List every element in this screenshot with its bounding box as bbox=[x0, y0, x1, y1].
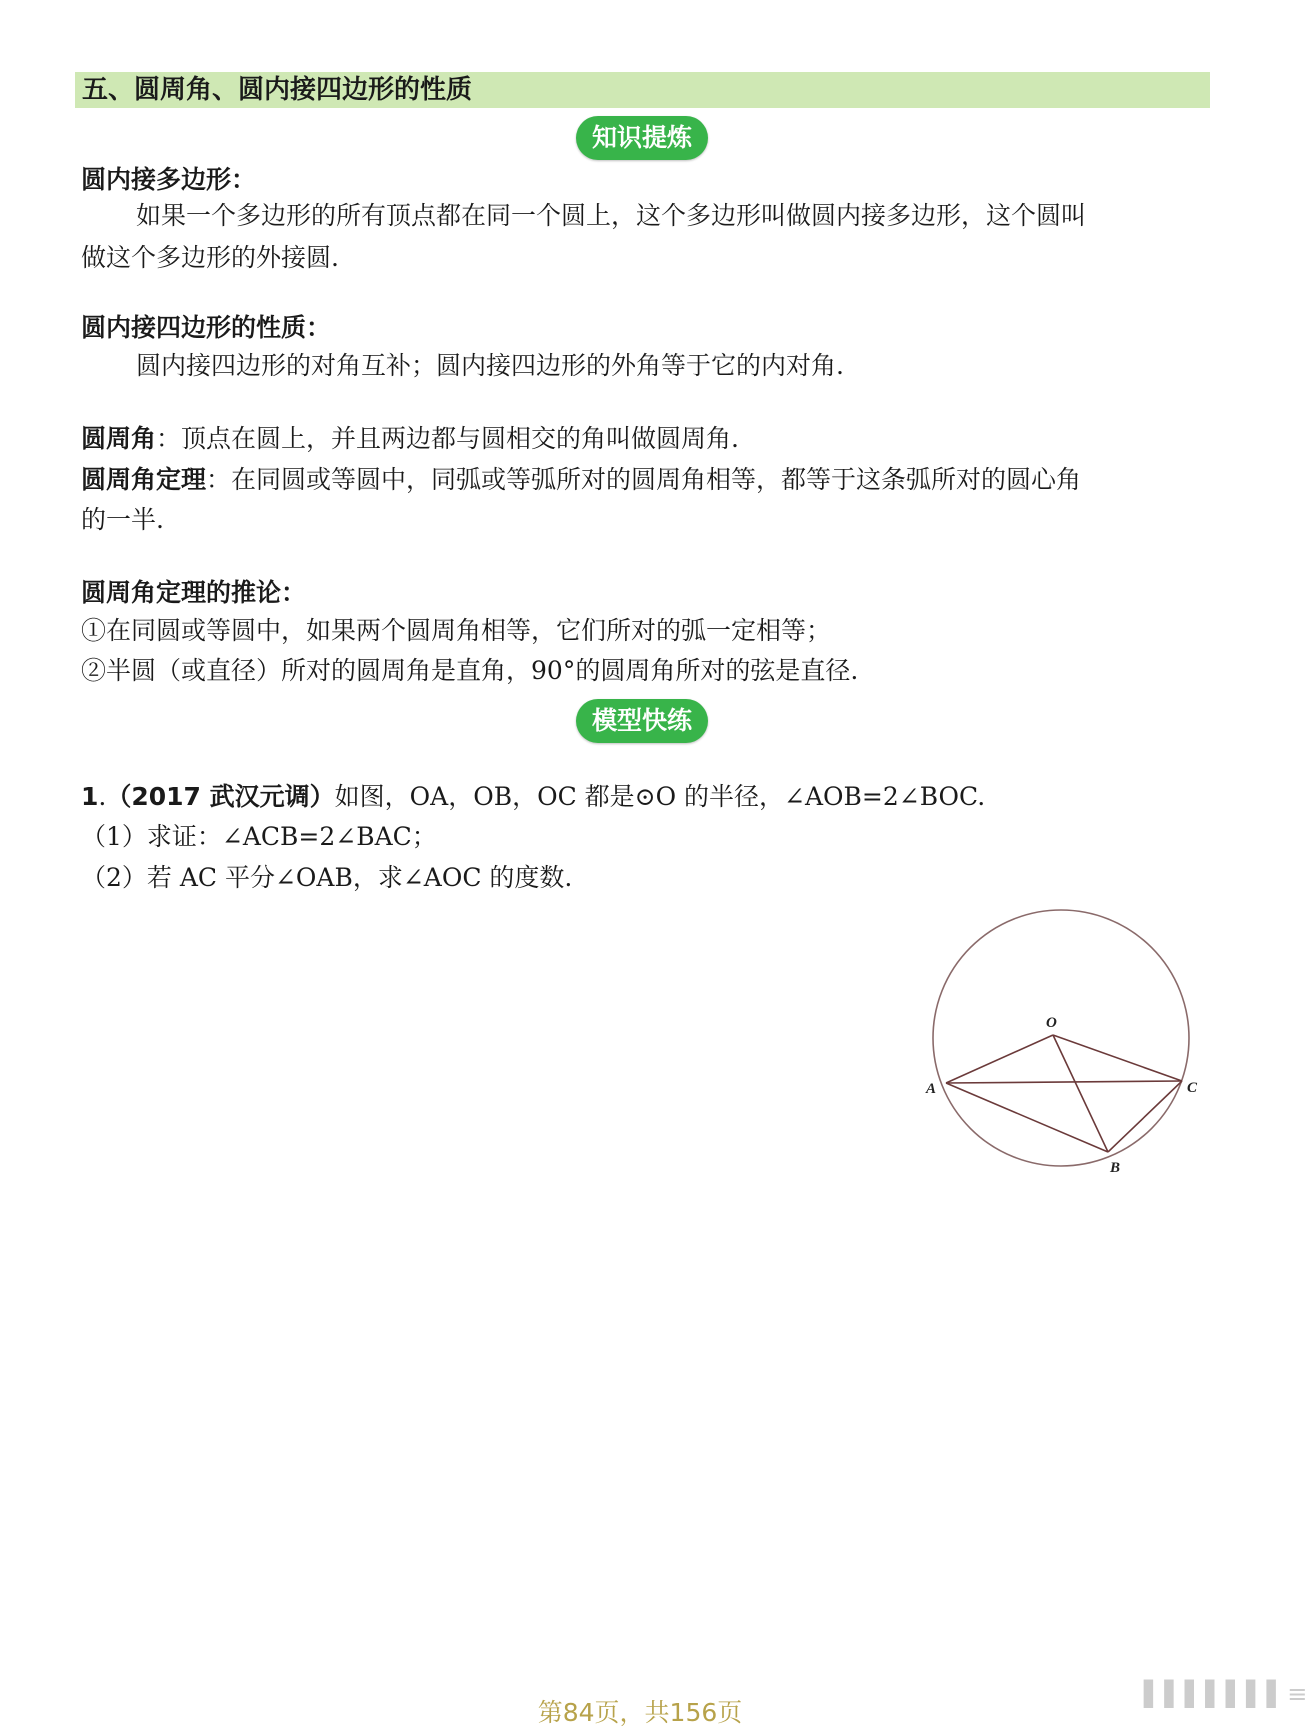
segment-bc bbox=[1108, 1081, 1182, 1152]
theorem-term: 圆周角定理 bbox=[81, 465, 207, 494]
section-title: 五、圆周角、圆内接四边形的性质 bbox=[82, 75, 473, 105]
segment-oc bbox=[1053, 1035, 1182, 1081]
segment-ab bbox=[946, 1083, 1108, 1152]
polygon-heading: 圆内接多边形： bbox=[81, 165, 257, 194]
segment-ob bbox=[1053, 1035, 1108, 1152]
theorem-text: ：在同圆或等圆中，同弧或等弧所对的圆周角相等，都等于这条弧所对的圆心角 bbox=[206, 465, 1082, 494]
label-b: B bbox=[1110, 1160, 1121, 1176]
corollary-item1: ①在同圆或等圆中，如果两个圆周角相等，它们所对的弧一定相等； bbox=[81, 616, 832, 645]
segment-oa bbox=[946, 1035, 1053, 1083]
problem-text: 如图，OA，OB，OC 都是⊙O 的半径，∠AOB=2∠BOC. bbox=[334, 782, 986, 811]
practice-badge: 模型快练 bbox=[576, 699, 708, 743]
inscribed-angle-text: ：顶点在圆上，并且两边都与圆相交的角叫做圆周角. bbox=[156, 424, 739, 453]
page-footer: 第84页，共156页 bbox=[537, 1698, 743, 1727]
theorem-line1 bbox=[81, 465, 1081, 495]
circle-figure bbox=[900, 895, 1220, 1185]
problem-statement: 1.（2017 武汉元调）如图，OA，OB，OC 都是⊙O 的半径，∠AOB=2∠BOC. bbox=[81, 782, 986, 811]
knowledge-badge: 知识提炼 bbox=[576, 116, 708, 160]
quad-property: 圆内接四边形的对角互补；圆内接四边形的外角等于它的内对角. bbox=[136, 351, 844, 380]
label-c: C bbox=[1187, 1080, 1198, 1096]
problem-number: 1 bbox=[81, 782, 99, 811]
problem-part1: （1）求证：∠ACB=2∠BAC； bbox=[81, 822, 437, 851]
problem-part2: （2）若 AC 平分∠OAB，求∠AOC 的度数. bbox=[81, 863, 573, 892]
polygon-definition-line2: 做这个多边形的外接圆. bbox=[81, 243, 339, 272]
inscribed-angle-definition bbox=[81, 424, 739, 454]
watermark-icon: ▌▌▌▌▌▌▌≡ bbox=[1144, 1680, 1309, 1708]
polygon-definition-line1: 如果一个多边形的所有顶点都在同一个圆上，这个多边形叫做圆内接多边形，这个圆叫 bbox=[136, 201, 1087, 230]
corollary-item2: ②半圆（或直径）所对的圆周角是直角，90°的圆周角所对的弦是直径. bbox=[81, 656, 859, 685]
quad-heading: 圆内接四边形的性质： bbox=[81, 313, 332, 342]
problem-source: （2017 武汉元调） bbox=[106, 782, 335, 811]
segment-ac bbox=[946, 1081, 1182, 1083]
label-o: O bbox=[1046, 1015, 1057, 1031]
inscribed-angle-term: 圆周角 bbox=[81, 424, 157, 453]
corollary-heading: 圆周角定理的推论： bbox=[81, 578, 307, 607]
theorem-line2: 的一半. bbox=[81, 505, 164, 534]
label-a: A bbox=[926, 1081, 937, 1097]
